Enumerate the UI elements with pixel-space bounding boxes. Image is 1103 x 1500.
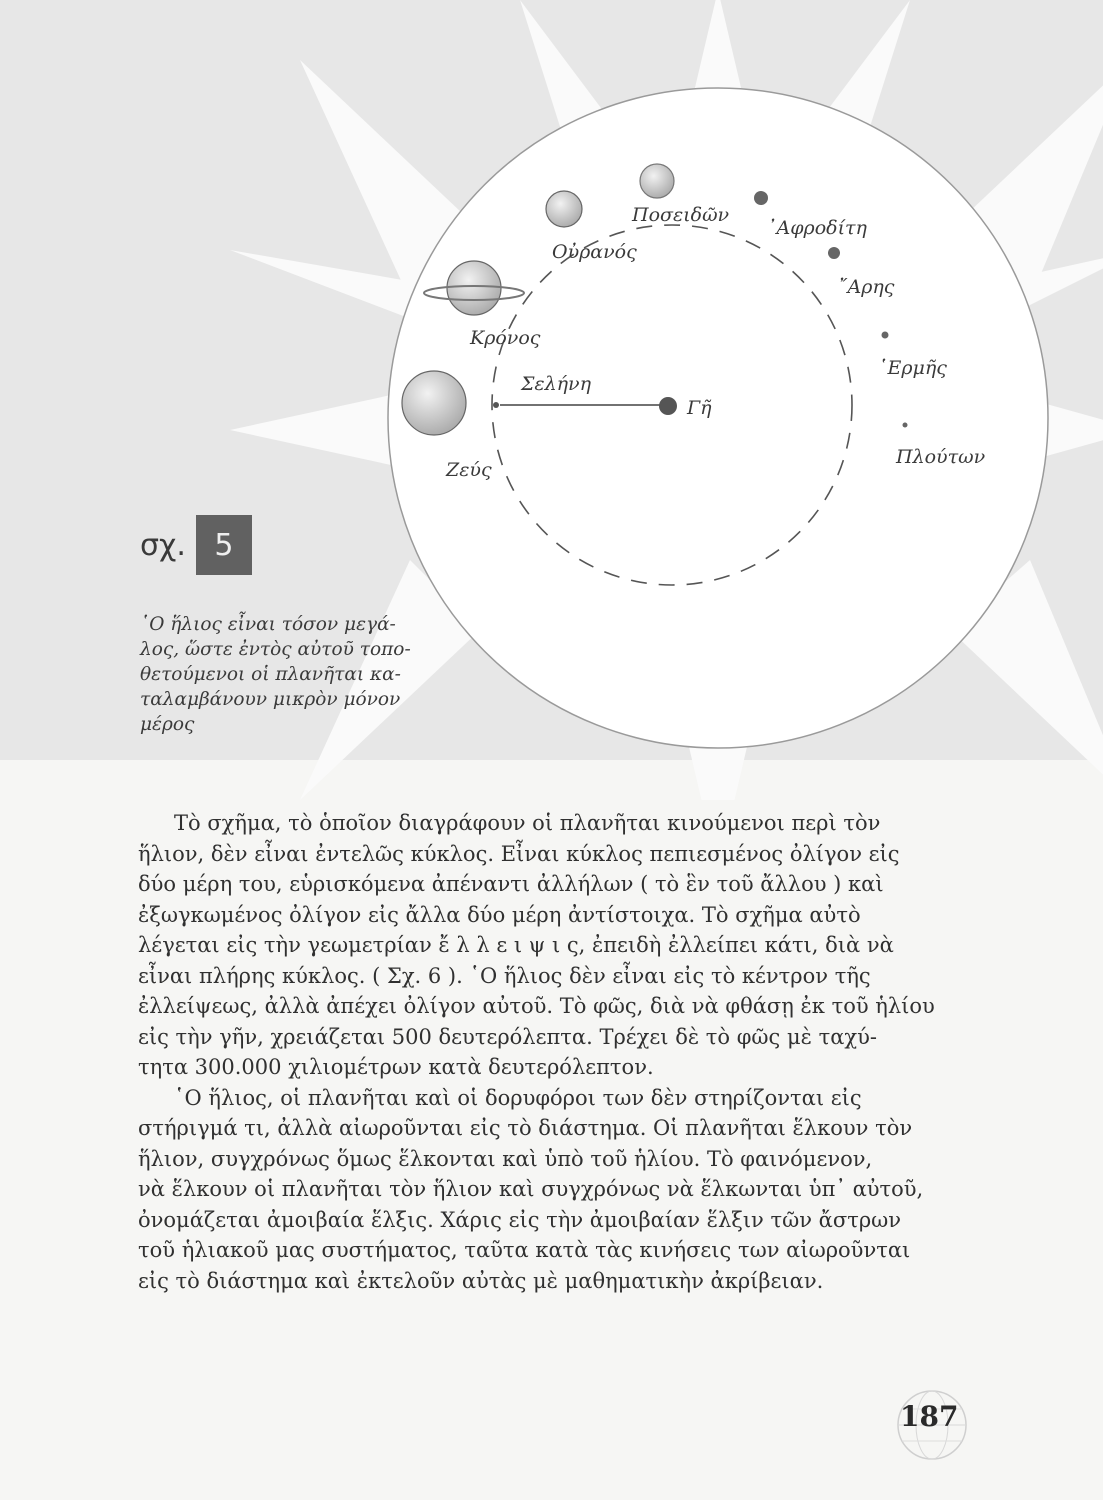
label-aphrodite: ᾿Αφροδίτη (767, 217, 867, 239)
text-line: εἰς τὸ διάστημα καὶ ἐκτελοῦν αὐτὰς μὲ μαθηματικὴν ἀκρίβειαν. (138, 1268, 824, 1293)
label-zeus: Ζεύς (446, 459, 492, 481)
label-hermes: ῾Ερμῆς (878, 357, 947, 379)
zeus-planet (402, 371, 466, 435)
text-line: εἶναι πλήρης κύκλος. ( Σχ. 6 ). ῾Ο ἥλιος δὲν εἶναι εἰς τὸ κέντρον τῆς (138, 963, 871, 988)
paragraph-1 (138, 808, 960, 1083)
caption-line: λος, ὥστε ἐντὸς αὐτοῦ τοπο- (140, 639, 411, 660)
figure-label (140, 515, 252, 575)
text-line: στήριγμά τι, ἀλλὰ αἰωροῦνται εἰς τὸ διάστημα. Οἱ πλανῆται ἕλκουν τὸν (138, 1116, 913, 1140)
body-text (138, 808, 960, 1296)
earth-dot (659, 397, 677, 415)
text-line: νὰ ἕλκουν οἱ πλανῆται τὸν ἥλιον καὶ συγχρόνως νὰ ἕλκωνται ὑπ᾿ αὐτοῦ, (138, 1177, 924, 1201)
aphrodite-planet (754, 191, 768, 205)
text-line: τητα 300.000 χιλιομέτρων κατὰ δευτερόλεπτον. (138, 1055, 654, 1079)
page-number: 187 (900, 1400, 959, 1433)
moon-dot (493, 402, 499, 408)
label-poseidon: Ποσειδῶν (632, 204, 730, 226)
label-moon: Σελήνη (521, 373, 591, 395)
text-line: εἰς τὴν γῆν, χρειάζεται 500 δευτερόλεπτα. Τρέχει δὲ τὸ φῶς μὲ ταχύ- (138, 1024, 877, 1049)
text-line: Τὸ σχῆμα, τὸ ὁποῖον διαγράφουν οἱ πλανῆται κινούμενοι περὶ τὸν (174, 811, 881, 835)
text-line: τοῦ ἡλιακοῦ μας συστήματος, ταῦτα κατὰ τὰς κινήσεις των αἰωροῦνται (138, 1238, 911, 1262)
caption-line: ῾Ο ἥλιος εἶναι τόσον μεγά- (140, 614, 396, 635)
caption-line: μέρος (140, 714, 195, 735)
text-line: ὀνομάζεται ἀμοιβαία ἕλξις. Χάρις εἰς τὴν ἀμοιβαίαν ἕλξιν τῶν ἄστρων (138, 1207, 902, 1232)
text-line: δύο μέρη του, εὑρισκόμενα ἀπέναντι ἀλλήλων ( τὸ ἓν τοῦ ἄλλου ) καὶ (138, 872, 884, 896)
ouranos-planet (546, 191, 582, 227)
text-line: ῾Ο ἥλιος, οἱ πλανῆται καὶ οἱ δορυφόροι των δὲν στηρίζονται εἰς (174, 1085, 862, 1110)
ares-planet (828, 247, 840, 259)
figure-prefix: σχ. (140, 527, 186, 563)
text-line: ἐξωγκωμένος ὀλίγον εἰς ἄλλα δύο μέρη ἀντίστοιχα. Τὸ σχῆμα αὐτὸ (138, 902, 861, 927)
caption-line: ταλαμβάνουν μικρὸν μόνον (140, 689, 401, 710)
caption-line: θετούμενοι οἱ πλανῆται κα- (140, 664, 401, 685)
figure-caption (140, 612, 440, 737)
label-pluto: Πλούτων (896, 446, 986, 468)
paragraph-2 (138, 1083, 960, 1297)
label-earth: Γῆ (687, 397, 712, 419)
poseidon-planet (640, 164, 674, 198)
pluto-planet (903, 423, 908, 428)
sun-disk (388, 88, 1048, 748)
text-line: λέγεται εἰς τὴν γεωμετρίαν ἔ λ λ ε ι ψ ι ς, ἐπειδὴ ἐλλείπει κάτι, διὰ νὰ (138, 933, 894, 957)
figure-number-badge: 5 (196, 515, 252, 575)
label-ares: ῎Αρης (838, 276, 895, 298)
hermes-planet (882, 332, 889, 339)
label-ouranos: Οὐρανός (552, 241, 637, 263)
text-line: ἥλιον, δὲν εἶναι ἐντελῶς κύκλος. Εἶναι κύκλος πεπιεσμένος ὀλίγον εἰς (138, 841, 900, 866)
text-line: ἐλλείψεως, ἀλλὰ ἀπέχει ὀλίγον αὐτοῦ. Τὸ φῶς, διὰ νὰ φθάσῃ ἐκ τοῦ ἡλίου (138, 994, 935, 1018)
label-kronos: Κρόνος (470, 327, 541, 349)
text-line: ἥλιον, συγχρόνως ὅμως ἕλκονται καὶ ὑπὸ τοῦ ἡλίου. Τὸ φαινόμενον, (138, 1146, 873, 1171)
